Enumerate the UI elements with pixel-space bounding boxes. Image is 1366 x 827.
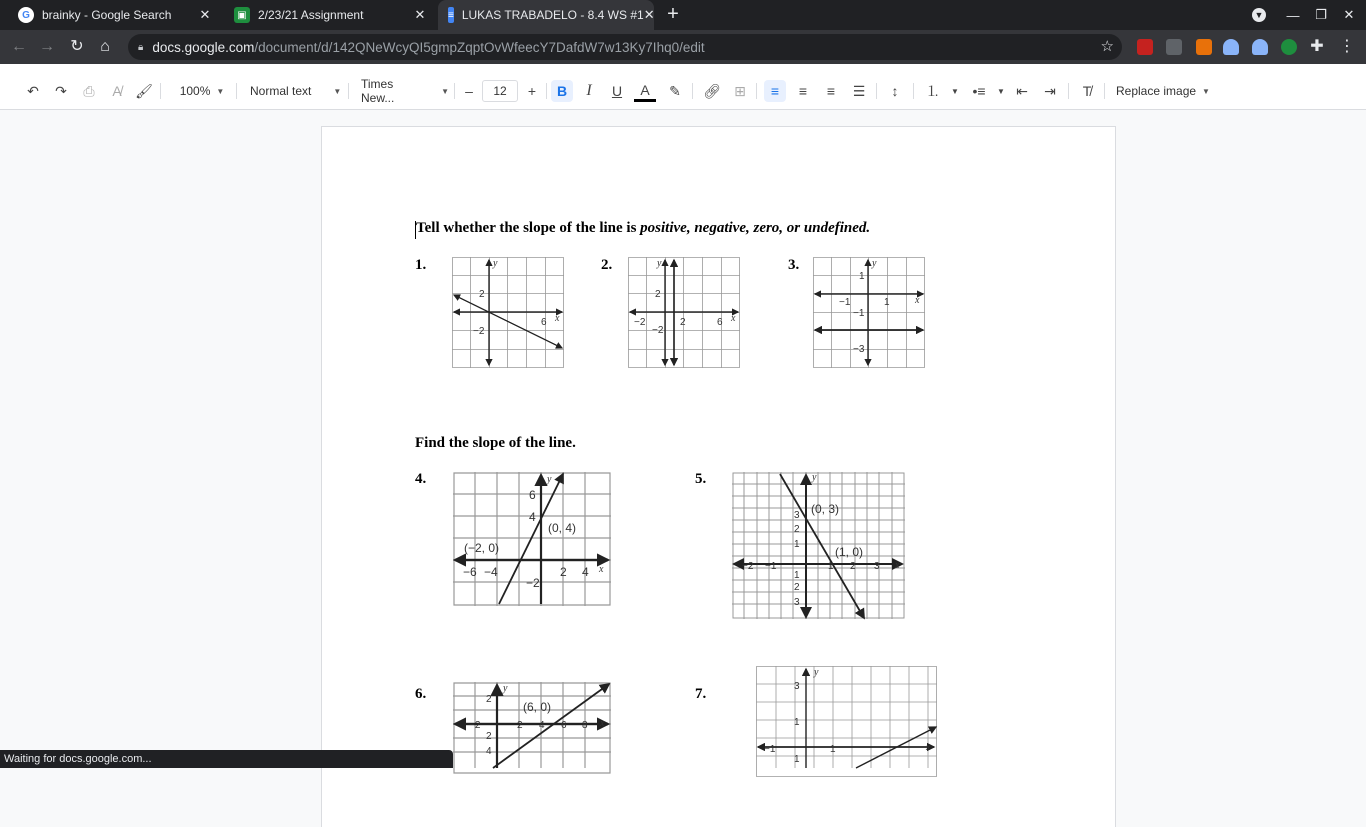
heading-bold: Tell whether the slope of the line is xyxy=(416,220,637,236)
chevron-down-icon: ▼ xyxy=(216,86,225,96)
tick-label: −1 xyxy=(765,561,777,572)
home-icon[interactable]: ⌂ xyxy=(100,38,110,55)
tick-label: 2 xyxy=(486,731,492,742)
point-label: (1, 0) xyxy=(835,545,864,559)
close-icon[interactable]: ✕ xyxy=(414,7,426,22)
zoom-value: 100% xyxy=(179,84,211,98)
tick-label: 4 xyxy=(539,720,545,731)
align-left-button[interactable]: ≡ xyxy=(764,80,786,102)
tick-label: −1 xyxy=(764,744,776,755)
clear-formatting-icon[interactable]: T̸ xyxy=(1082,83,1092,99)
tick-label: −2 xyxy=(473,326,485,337)
chevron-down-icon: ▼ xyxy=(333,86,342,96)
problem-number: 1. xyxy=(415,257,427,273)
tab-strip xyxy=(0,0,1366,30)
tab-title: brainky - Google Search xyxy=(42,8,172,22)
tab-title: LUKAS TRABADELO - 8.4 WS #1 xyxy=(461,8,644,22)
tick-label: −2 xyxy=(526,576,540,590)
axis-label-y: y xyxy=(814,667,819,678)
tick-label: 2 xyxy=(794,524,800,535)
window-close-icon[interactable]: ✕ xyxy=(1343,7,1355,22)
tick-label: 6 xyxy=(541,317,547,328)
point-label: (0, 3) xyxy=(811,502,840,516)
font-select[interactable] xyxy=(361,77,449,105)
chevron-down-icon: ▼ xyxy=(441,86,449,96)
tick-label: 1 xyxy=(884,297,890,308)
tick-label: 1 xyxy=(794,717,800,728)
font-value: Times New... xyxy=(361,77,395,105)
close-icon[interactable]: ✕ xyxy=(199,7,211,22)
axis-label-y: y xyxy=(503,683,508,694)
graph-6[interactable] xyxy=(453,682,611,768)
tab-search-icon[interactable]: ▼ xyxy=(1244,0,1274,30)
bookmark-star-icon[interactable]: ☆ xyxy=(1100,38,1114,55)
tick-label: 8 xyxy=(582,720,588,731)
problem-number: 2. xyxy=(601,257,613,273)
tab-docs-active[interactable] xyxy=(438,0,654,30)
tick-label: 2 xyxy=(517,720,523,731)
back-icon[interactable]: ← xyxy=(11,38,27,55)
tick-label: −2 xyxy=(469,720,481,731)
spellcheck-icon[interactable]: A̸ xyxy=(112,83,122,99)
print-icon[interactable]: ⎙ xyxy=(83,82,95,99)
extension-tree-icon[interactable] xyxy=(1166,39,1182,55)
align-right-button[interactable]: ≡ xyxy=(826,83,836,99)
add-comment-icon[interactable]: ⊞ xyxy=(734,82,746,99)
axis-label-x: x xyxy=(915,295,920,306)
chevron-down-icon: ▼ xyxy=(1202,86,1210,96)
tick-label: −4 xyxy=(484,565,498,579)
extension-bookmark-icon[interactable] xyxy=(1137,39,1153,55)
decrease-indent-icon[interactable]: ⇤ xyxy=(1016,82,1028,99)
section1-heading[interactable] xyxy=(416,220,870,237)
tick-label: 1 xyxy=(828,561,834,572)
classroom-icon: ▣ xyxy=(234,7,250,23)
tick-label: 6 xyxy=(529,488,536,502)
tick-label: −6 xyxy=(463,565,477,579)
restore-icon[interactable]: ❐ xyxy=(1315,7,1327,22)
tick-label: −3 xyxy=(853,344,865,355)
url-host: docs.google.com xyxy=(152,39,255,55)
point-label: (−2, 0) xyxy=(464,541,500,555)
replace-image-label: Replace image xyxy=(1116,84,1197,98)
tick-label: −1 xyxy=(839,297,851,308)
menu-strip xyxy=(0,64,1366,72)
axis-label-x: x xyxy=(555,313,560,324)
axis-label-y: y xyxy=(547,474,552,485)
url-path: /document/d/142QNeWcyQI5gmpZqptOvWfeecY7DafdW7w13Ky7Ihq0/edit xyxy=(254,39,705,55)
axis-label-y: y xyxy=(493,258,498,269)
problem-number: 6. xyxy=(415,686,427,702)
axis-label-x: x xyxy=(731,313,736,324)
numbered-list-icon[interactable]: ⒈ xyxy=(926,83,940,99)
extension-shield-icon[interactable] xyxy=(1223,39,1239,55)
docs-toolbar xyxy=(0,72,1366,110)
replace-image-menu[interactable] xyxy=(1116,80,1210,102)
google-icon: G xyxy=(18,7,34,23)
tick-label: 4 xyxy=(486,746,492,757)
tick-label: 2 xyxy=(680,317,686,328)
bold-button[interactable]: B xyxy=(551,80,573,102)
tick-label: 3 xyxy=(794,597,800,608)
extension-shield-icon-2[interactable] xyxy=(1252,39,1268,55)
extensions-puzzle-icon[interactable]: ✚ xyxy=(1310,38,1324,55)
underline-button[interactable]: U xyxy=(611,83,623,99)
tick-label: 2 xyxy=(655,289,661,300)
axis-label-x: x xyxy=(599,564,604,575)
forward-icon[interactable]: → xyxy=(39,38,55,55)
chevron-down-icon[interactable]: ▼ xyxy=(997,86,1005,96)
highlight-icon[interactable]: ✎ xyxy=(669,82,681,99)
new-tab-button[interactable]: + xyxy=(667,3,679,25)
graph-3[interactable] xyxy=(813,257,925,368)
italic-button[interactable]: I xyxy=(586,82,592,99)
tick-label: 3 xyxy=(794,510,800,521)
tick-label: −2 xyxy=(652,325,664,336)
link-icon[interactable]: 🔗︎ xyxy=(703,82,721,99)
tick-label: 1 xyxy=(794,570,800,581)
tab-google-search[interactable] xyxy=(8,0,223,30)
axis-label-y: y xyxy=(657,258,662,269)
style-select[interactable] xyxy=(250,80,342,102)
tick-label: 4 xyxy=(582,565,589,579)
undo-icon[interactable]: ↶ xyxy=(27,82,39,99)
font-size-input[interactable]: 12 xyxy=(482,80,518,102)
text-color-button[interactable]: A xyxy=(634,80,656,102)
close-icon[interactable]: ✕ xyxy=(643,7,655,22)
chevron-down-icon[interactable]: ▼ xyxy=(951,86,959,96)
extension-orange-icon[interactable] xyxy=(1196,39,1212,55)
problem-number: 4. xyxy=(415,471,427,487)
section2-heading[interactable]: Find the slope of the line. xyxy=(415,435,576,451)
point-label: (6, 0) xyxy=(523,700,552,714)
tick-label: 3 xyxy=(794,681,800,692)
problem-number: 7. xyxy=(695,686,707,702)
tick-label: 4 xyxy=(529,510,536,524)
style-value: Normal text xyxy=(250,84,312,98)
minimize-icon[interactable]: — xyxy=(1286,7,1300,23)
graph-2[interactable] xyxy=(628,257,740,368)
menu-dots-icon[interactable]: ⋮ xyxy=(1339,38,1355,55)
tick-label: 1 xyxy=(794,539,800,550)
tick-label: 6 xyxy=(561,720,567,731)
decrease-font-size-button[interactable]: – xyxy=(465,83,473,99)
heading-italic: positive, negative, zero, or undefined. xyxy=(640,220,871,236)
tick-label: 2 xyxy=(794,582,800,593)
axis-label-x: x xyxy=(926,742,931,753)
axis-label-y: y xyxy=(872,258,877,269)
bulleted-list-icon[interactable]: •≡ xyxy=(972,83,986,99)
tick-label: −2 xyxy=(742,561,754,572)
reload-icon[interactable]: ↻ xyxy=(70,38,84,55)
extension-green-icon[interactable] xyxy=(1281,39,1297,55)
tick-label: 1 xyxy=(794,754,800,765)
justify-button[interactable]: ☰ xyxy=(852,82,866,99)
tick-label: 3 xyxy=(874,561,880,572)
axis-label-x: x xyxy=(600,718,605,729)
problem-number: 3. xyxy=(788,257,800,273)
paint-format-icon[interactable]: 🖌︎ xyxy=(135,82,153,99)
graph-7[interactable] xyxy=(756,666,937,768)
tick-label: 1 xyxy=(859,271,865,282)
increase-font-size-button[interactable]: + xyxy=(527,83,537,99)
tick-label: 2 xyxy=(560,565,567,579)
increase-indent-icon[interactable]: ⇥ xyxy=(1044,82,1056,99)
axis-label-y: y xyxy=(812,472,817,483)
status-bubble: Waiting for docs.google.com... xyxy=(0,750,453,768)
tick-label: 1 xyxy=(830,744,836,755)
lock-icon: 🔒︎ xyxy=(138,41,144,53)
tick-label: −1 xyxy=(853,308,865,319)
address-row xyxy=(0,30,1366,64)
address-bar[interactable] xyxy=(128,34,1122,60)
tick-label: 6 xyxy=(717,317,723,328)
zoom-select[interactable] xyxy=(176,80,228,102)
point-label: (0, 4) xyxy=(548,521,577,535)
problem-number: 5. xyxy=(695,471,707,487)
tick-label: −2 xyxy=(634,317,646,328)
tick-label: 2 xyxy=(850,561,856,572)
align-center-button[interactable]: ≡ xyxy=(798,83,808,99)
tab-assignment[interactable] xyxy=(224,0,438,30)
graph-5[interactable] xyxy=(732,472,905,619)
tick-label: 2 xyxy=(486,694,492,705)
docs-icon: ≡ xyxy=(448,7,454,23)
tick-label: 2 xyxy=(479,289,485,300)
tab-title: 2/23/21 Assignment xyxy=(258,8,364,22)
axis-label-x: x xyxy=(895,560,900,571)
graph-1[interactable] xyxy=(452,257,564,368)
redo-icon[interactable]: ↷ xyxy=(55,82,67,99)
line-spacing-icon[interactable]: ↕ xyxy=(891,83,899,99)
graph-4[interactable] xyxy=(453,472,611,606)
